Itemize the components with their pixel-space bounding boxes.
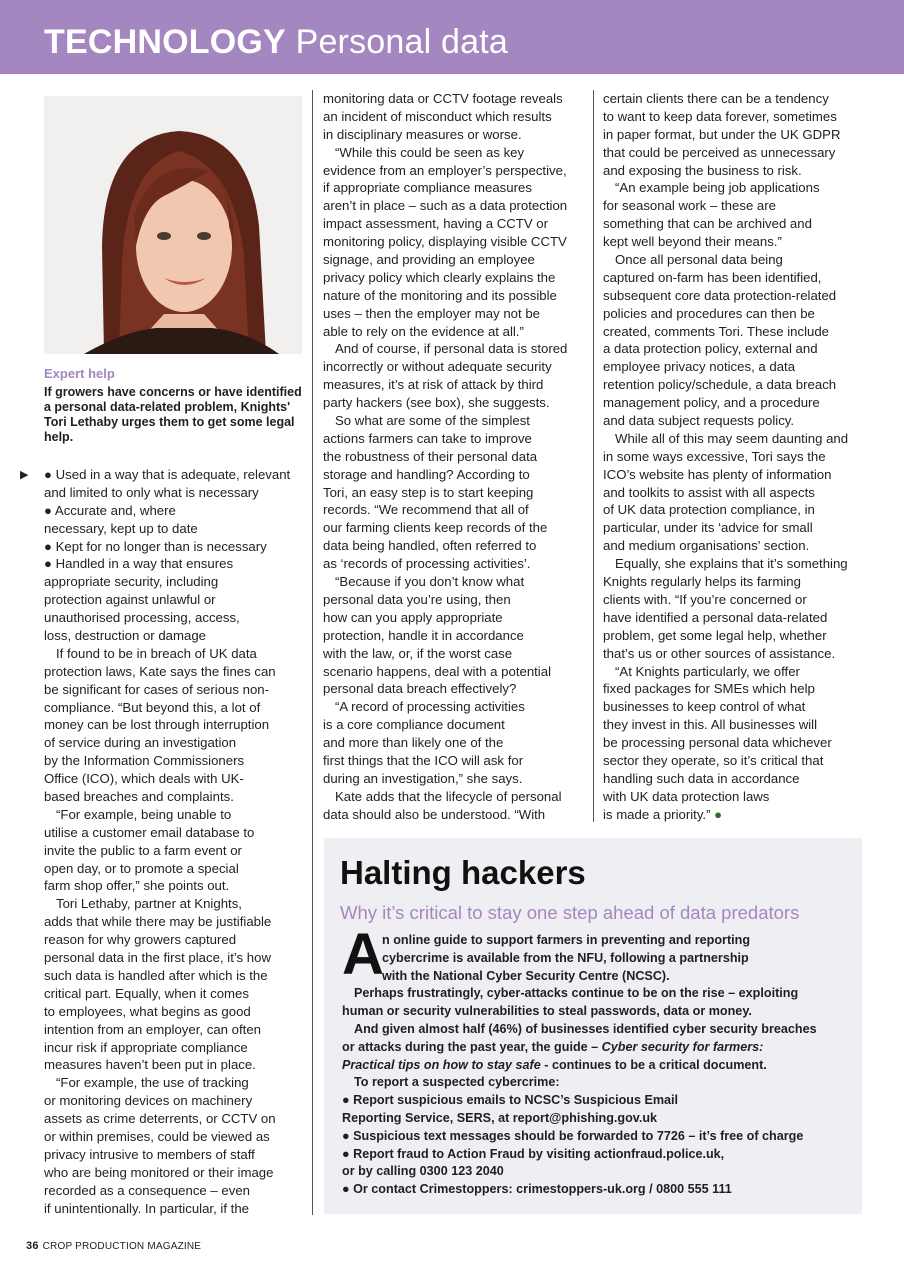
body-line: monitoring policy, displaying visible CCTV: [323, 234, 567, 250]
body-line: open day, or to promote a special: [44, 860, 239, 876]
body-line: they invest in this. All businesses will: [603, 717, 818, 733]
box-line: Perhaps frustratingly, cyber-attacks continue to be on the rise – exploiting: [354, 986, 799, 1001]
body-line: sector they operate, so it’s critical that: [603, 752, 824, 768]
body-line: particular, under its ‘advice for small: [603, 520, 813, 536]
page-footer: [26, 1240, 201, 1252]
body-line: our farming clients keep records of the: [323, 520, 548, 536]
body-line: protection laws, Kate says the fines can: [44, 663, 276, 679]
body-line: And of course, if personal data is stored: [335, 341, 568, 357]
body-line: data being handled, often referred to: [323, 538, 537, 554]
body-line: with the law, or, if the worst case: [323, 645, 513, 661]
box-line: To report a suspected cybercrime:: [354, 1075, 560, 1090]
body-line: during an investigation,” she says.: [323, 770, 523, 786]
body-line: Once all personal data being: [615, 252, 783, 268]
body-line: “At Knights particularly, we offer: [615, 663, 800, 679]
body-line: businesses to keep control of what: [603, 699, 806, 715]
body-line: data should also be understood. “With: [323, 806, 546, 822]
body-line: Office (ICO), which deals with UK-: [44, 771, 244, 787]
body-line: reason for why growers captured: [44, 932, 237, 948]
body-line: incur risk if appropriate compliance: [44, 1039, 248, 1055]
closing-line: is made a priority.”: [603, 806, 711, 822]
body-line: to employees, what begins as good: [44, 1003, 251, 1019]
body-line: first things that the ICO will ask for: [323, 752, 524, 768]
box-line: ● Report fraud to Action Fraud by visiting actionfraud.police.uk,: [342, 1146, 725, 1161]
guide-title: Cyber security for farmers:: [601, 1039, 764, 1054]
guide-title: Practical tips on how to stay safe: [342, 1057, 541, 1072]
body-line: in disciplinary measures or worse.: [323, 126, 522, 142]
article-column-2: [323, 90, 585, 824]
body-line: intention from an employer, can often: [44, 1021, 261, 1037]
body-line: ICO’s website has plenty of information: [603, 466, 832, 482]
body-line: such data is handled after which is the: [44, 967, 268, 983]
box-line: [342, 1057, 852, 1075]
body-line: Tori, an easy step is to start keeping: [323, 484, 534, 500]
article-column-3: [603, 90, 865, 824]
body-line: [603, 806, 865, 824]
body-line: ● Used in a way that is adequate, relevant: [44, 467, 291, 482]
body-line: privacy intrusive to members of staff: [44, 1146, 255, 1162]
body-line: evidence from an employer’s perspective,: [323, 162, 567, 178]
body-line: records. “We recommend that all of: [323, 502, 529, 518]
body-line: retention policy/schedule, a data breach: [603, 377, 837, 393]
page-title: [44, 22, 508, 62]
body-line: Equally, she explains that it’s something: [615, 556, 848, 572]
body-line: personal data you’re using, then: [323, 591, 511, 607]
body-line: protection, handle it in accordance: [323, 627, 524, 643]
body-line: as ‘records of processing activities’.: [323, 556, 531, 572]
body-line: monitoring data or CCTV footage reveals: [323, 91, 563, 106]
column-divider: [312, 90, 313, 1215]
body-line: handling such data in accordance: [603, 770, 800, 786]
portrait-photo: [44, 96, 302, 354]
box-line: or by calling 0300 123 2040: [342, 1164, 504, 1179]
body-line: invite the public to a farm event or: [44, 842, 242, 858]
portrait-illustration: [44, 96, 302, 354]
body-line: signage, and providing an employee: [323, 252, 535, 268]
body-line: While all of this may seem daunting and: [615, 430, 849, 446]
body-line: of UK data protection compliance, in: [603, 502, 815, 518]
body-line: measures, it’s at risk of attack by third: [323, 377, 544, 393]
body-line: management policy, and a procedure: [603, 395, 820, 411]
body-line: recorded as a consequence – even: [44, 1182, 251, 1198]
box-subtitle: Why it’s critical to stay one step ahead of data predators: [340, 902, 800, 923]
body-line: certain clients there can be a tendency: [603, 91, 829, 106]
body-line: loss, destruction or damage: [44, 628, 206, 644]
end-mark-icon: ●: [714, 806, 723, 822]
box-line: Reporting Service, SERS, at report@phishing.gov.uk: [342, 1110, 658, 1125]
body-line: “A record of processing activities: [335, 699, 525, 715]
body-line: or within premises, could be viewed as: [44, 1128, 270, 1144]
box-line: ● Report suspicious emails to NCSC’s Suspicious Email: [342, 1093, 679, 1108]
body-line: subsequent core data protection-related: [603, 287, 837, 303]
box-line: ● Suspicious text messages should be forwarded to 7726 – it’s free of charge: [342, 1128, 804, 1143]
body-line: personal data in the first place, it’s how: [44, 950, 272, 966]
body-line: and exposing the business to risk.: [603, 162, 802, 178]
section-label: TECHNOLOGY: [44, 23, 286, 61]
body-line: have identified a personal data-related: [603, 609, 828, 625]
body-line: and medium organisations’ section.: [603, 538, 810, 554]
body-line: actions farmers can take to improve: [323, 430, 532, 446]
body-line: captured on-farm has been identified,: [603, 269, 822, 285]
body-line: Kate adds that the lifecycle of personal: [335, 788, 562, 804]
body-line: that could be perceived as unnecessary: [603, 144, 836, 160]
body-line: Tori Lethaby, partner at Knights,: [56, 896, 242, 912]
body-line: in paper format, but under the UK GDPR: [603, 126, 841, 142]
body-line: how can you apply appropriate: [323, 609, 503, 625]
body-line: employee privacy notices, a data: [603, 359, 796, 375]
body-line: assets as crime deterrents, or CCTV on: [44, 1111, 276, 1127]
body-line: if appropriate compliance measures: [323, 180, 532, 196]
body-line: party hackers (see box), she suggests.: [323, 395, 550, 411]
body-line: impact assessment, having a CCTV or: [323, 216, 549, 232]
body-line: to want to keep data forever, sometimes: [603, 108, 837, 124]
body-line: something that can be archived and: [603, 216, 812, 232]
body-line: created, comments Tori. These include: [603, 323, 830, 339]
body-line: clients with. “If you’re concerned or: [603, 591, 807, 607]
box-line: with the National Cyber Security Centre (NCSC).: [382, 968, 670, 983]
body-line: utilise a customer email database to: [44, 824, 255, 840]
box-line-part: - continues to be a critical document.: [540, 1057, 767, 1072]
body-line: of service during an investigation: [44, 735, 237, 751]
body-line: unauthorised processing, access,: [44, 610, 240, 626]
drop-cap: A: [342, 922, 384, 987]
body-line: be processing personal data whichever: [603, 735, 832, 751]
column-divider: [593, 90, 594, 822]
body-line: So what are some of the simplest: [335, 413, 530, 429]
box-line: n online guide to support farmers in preventing and reporting: [382, 933, 751, 947]
body-line: and toolkits to assist with all aspects: [603, 484, 815, 500]
body-line: “For example, being unable to: [56, 806, 232, 822]
body-line: nature of the monitoring and its possible: [323, 287, 557, 303]
body-line: policies and procedures can then be: [603, 305, 815, 321]
body-line: an incident of misconduct which results: [323, 108, 552, 124]
body-line: Knights regularly helps its farming: [603, 574, 801, 590]
body-line: personal data breach effectively?: [323, 681, 517, 697]
body-line: scenario happens, deal with a potential: [323, 663, 552, 679]
page-number: 36: [26, 1240, 39, 1252]
body-line: “An example being job applications: [615, 180, 820, 196]
photo-caption: If growers have concerns or have identified a personal data-related problem, Knights' Tori Lethaby urges them to get some legal help.: [44, 385, 302, 444]
body-line: by the Information Commissioners: [44, 753, 245, 769]
body-line: appropriate security, including: [44, 574, 219, 590]
continue-arrow-icon: ▶: [20, 469, 29, 481]
body-line: kept well beyond their means.”: [603, 234, 782, 250]
body-line: able to rely on the evidence at all.”: [323, 323, 524, 339]
body-line: money can be lost through interruption: [44, 717, 270, 733]
body-line: adds that while there may be justifiable: [44, 914, 272, 930]
body-line: “For example, the use of tracking: [56, 1075, 249, 1091]
body-line: ● Accurate and, where: [44, 502, 176, 518]
body-line: the robustness of their personal data: [323, 448, 538, 464]
body-line: and data subject requests policy.: [603, 413, 795, 429]
body-line: based breaches and complaints.: [44, 789, 234, 805]
body-line: if unintentionally. In particular, if the: [44, 1200, 250, 1216]
box-line: cybercrime is available from the NFU, following a partnership: [382, 950, 749, 965]
body-line: problem, get some legal help, whether: [603, 627, 827, 643]
body-line: and limited to only what is necessary: [44, 484, 259, 500]
box-body: [342, 932, 852, 1199]
box-line: human or security vulnerabilities to steal passwords, data or money.: [342, 1004, 752, 1019]
section-banner: [0, 0, 904, 74]
body-line: be significant for cases of serious non-: [44, 681, 270, 697]
topic-label: Personal data: [295, 23, 508, 61]
body-line: that’s us or other sources of assistance.: [603, 645, 836, 661]
publication-name: CROP PRODUCTION MAGAZINE: [42, 1241, 202, 1252]
body-line: in some ways excessive, Tori says the: [603, 448, 826, 464]
caption-kicker: Expert help: [44, 366, 115, 381]
body-line: “Because if you don’t know what: [335, 574, 525, 590]
body-line: with UK data protection laws: [603, 788, 770, 804]
body-line: or monitoring devices on machinery: [44, 1093, 253, 1109]
body-line: who are being monitored or their image: [44, 1164, 274, 1180]
box-line: And given almost half (46%) of businesses identified cyber security breaches: [354, 1021, 817, 1036]
body-line: ● Kept for no longer than is necessary: [44, 538, 267, 554]
body-line: If found to be in breach of UK data: [56, 645, 257, 661]
body-line: a data protection policy, external and: [603, 341, 818, 357]
sidebar-box-halting-hackers: [324, 838, 862, 1214]
body-line: ● Handled in a way that ensures: [44, 556, 234, 572]
body-line: necessary, kept up to date: [44, 520, 198, 536]
box-line-part: or attacks during the past year, the guide –: [342, 1039, 602, 1054]
article-column-1: [44, 466, 308, 1217]
body-line: is a core compliance document: [323, 717, 505, 733]
body-line: incorrectly or without adequate security: [323, 359, 552, 375]
body-line: compliance. “But beyond this, a lot of: [44, 699, 261, 715]
body-line: and more than likely one of the: [323, 735, 504, 751]
body-line: aren’t in place – such as a data protection: [323, 198, 568, 214]
body-line: uses – then the employer may not be: [323, 305, 540, 321]
body-line: “While this could be seen as key: [335, 144, 525, 160]
body-line: protection against unlawful or: [44, 592, 216, 608]
body-line: fixed packages for SMEs which help: [603, 681, 815, 697]
body-line: measures haven’t been put in place.: [44, 1057, 256, 1073]
body-line: farm shop offer,” she points out.: [44, 878, 230, 894]
body-line: critical part. Equally, when it comes: [44, 985, 249, 1001]
body-line: for seasonal work – these are: [603, 198, 776, 214]
body-line: privacy policy which clearly explains the: [323, 269, 556, 285]
box-title: Halting hackers: [340, 854, 586, 891]
body-line: storage and handling? According to: [323, 466, 530, 482]
box-line: ● Or contact Crimestoppers: crimestoppers-uk.org / 0800 555 111: [342, 1182, 732, 1197]
box-line: [342, 1039, 852, 1057]
